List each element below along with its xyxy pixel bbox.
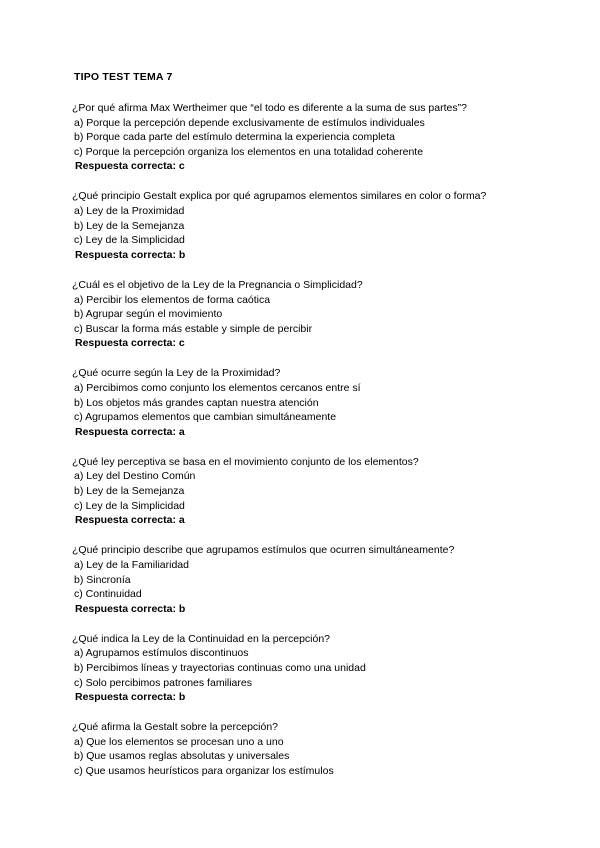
- option-c: c) Agrupamos elementos que cambian simultáneamente: [74, 411, 337, 424]
- question-block: [72, 455, 592, 528]
- option-a: a) Porque la percepción depende exclusivamente de estímulos individuales: [74, 116, 425, 129]
- option-a: a) Ley de la Familiaridad: [74, 558, 189, 571]
- document-title: TIPO TEST TEMA 7: [74, 71, 173, 83]
- question-block: [72, 189, 592, 262]
- question-text: ¿Qué ocurre según la Ley de la Proximidad?: [72, 367, 281, 380]
- question-text: ¿Qué indica la Ley de la Continuidad en la percepción?: [72, 632, 331, 645]
- correct-answer: Respuesta correcta: a: [75, 514, 185, 527]
- question-block: [72, 278, 592, 351]
- option-a: a) Ley del Destino Común: [74, 470, 196, 483]
- option-c: c) Ley de la Simplicidad: [74, 234, 185, 247]
- option-a: a) Agrupamos estímulos discontinuos: [74, 647, 249, 660]
- option-b: b) Ley de la Semejanza: [74, 485, 185, 498]
- correct-answer: Respuesta correcta: b: [75, 602, 186, 615]
- option-a: a) Percibimos como conjunto los elementos cercanos entre sí: [74, 382, 361, 394]
- option-b: b) Que usamos reglas absolutas y universales: [74, 750, 290, 763]
- question-block: [72, 101, 592, 174]
- question-text: ¿Qué ley perceptiva se basa en el movimiento conjunto de los elementos?: [72, 455, 419, 468]
- option-b: b) Los objetos más grandes captan nuestra atención: [74, 396, 319, 409]
- option-a: a) Ley de la Proximidad: [74, 205, 185, 218]
- question-text: ¿Cuál es el objetivo de la Ley de la Pregnancia o Simplicidad?: [72, 278, 363, 291]
- option-c: c) Buscar la forma más estable y simple de percibir: [74, 322, 313, 335]
- correct-answer: Respuesta correcta: b: [75, 691, 186, 704]
- option-c: c) Continuidad: [74, 588, 142, 601]
- correct-answer: Respuesta correcta: a: [75, 425, 185, 438]
- question-text: ¿Qué principio describe que agrupamos estímulos que ocurren simultáneamente?: [72, 544, 455, 557]
- option-a: a) Que los elementos se procesan uno a uno: [74, 735, 284, 748]
- question-block: [72, 720, 592, 778]
- question-block: [72, 366, 592, 439]
- option-b: b) Sincronía: [74, 573, 131, 586]
- question-text: ¿Qué principio Gestalt explica por qué agrupamos elementos similares en color o forma?: [72, 190, 487, 203]
- question-text: ¿Por qué afirma Max Wertheimer que “el todo es diferente a la suma de sus partes”?: [72, 102, 467, 114]
- correct-answer: Respuesta correcta: c: [75, 160, 185, 173]
- option-b: b) Porque cada parte del estímulo determina la experiencia completa: [74, 131, 396, 144]
- option-b: b) Agrupar según el movimiento: [74, 308, 223, 321]
- question-block: [72, 543, 592, 616]
- question-text: ¿Qué afirma la Gestalt sobre la percepción?: [72, 721, 279, 734]
- option-b: b) Percibimos líneas y trayectorias continuas como una unidad: [74, 662, 366, 674]
- option-b: b) Ley de la Semejanza: [74, 219, 185, 232]
- option-c: c) Que usamos heurísticos para organizar los estímulos: [74, 765, 334, 778]
- question-list: [72, 101, 592, 794]
- option-a: a) Percibir los elementos de forma caótica: [74, 293, 271, 306]
- question-block: [72, 632, 592, 705]
- option-c: c) Ley de la Simplicidad: [74, 499, 185, 512]
- option-c: c) Solo percibimos patrones familiares: [74, 676, 252, 689]
- correct-answer: Respuesta correcta: c: [75, 337, 185, 350]
- correct-answer: Respuesta correcta: b: [75, 248, 186, 261]
- option-c: c) Porque la percepción organiza los elementos en una totalidad coherente: [74, 145, 424, 158]
